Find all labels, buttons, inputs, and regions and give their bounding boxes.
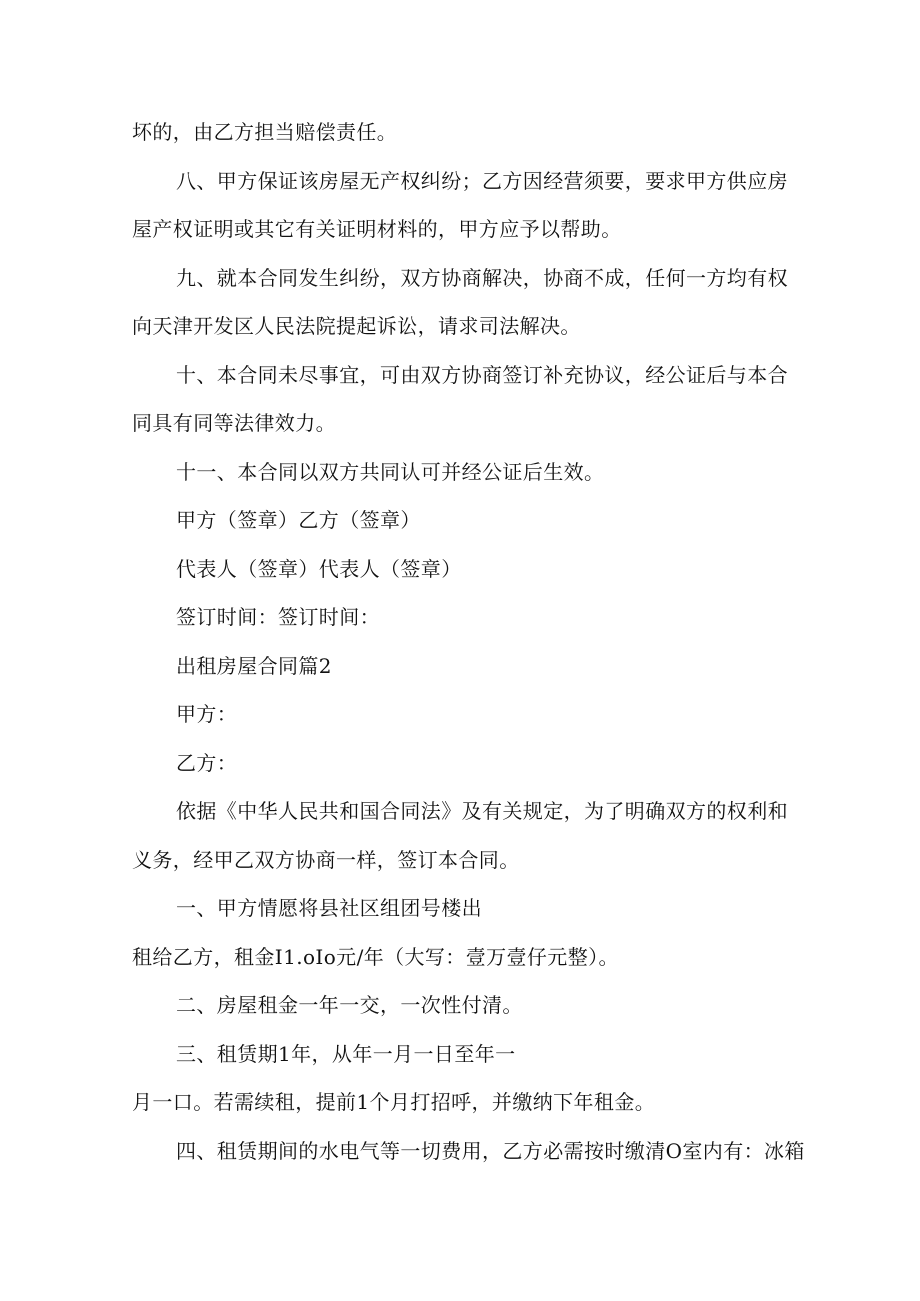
text-line: 义务，经甲乙双方协商一样，签订本合同。 bbox=[132, 848, 520, 872]
text-line: 甲方（签章）乙方（签章） bbox=[176, 508, 421, 532]
text-line: 一、甲方情愿将县社区组团号楼出 bbox=[176, 896, 482, 920]
text-line: 同具有同等法律效力。 bbox=[132, 411, 336, 435]
text-line: 向天津开发区人民法院提起诉讼，请求司法解决。 bbox=[132, 314, 581, 338]
text-line: 租给乙方，租金I1.oIo元/年（大写：壹万壹仔元整）。 bbox=[132, 945, 619, 969]
section-heading: 出租房屋合同篇2 bbox=[176, 654, 332, 678]
text-line: 八、甲方保证该房屋无产权纠纷；乙方因经营须要，要求甲方供应房 bbox=[176, 169, 788, 193]
text-line: 签订时间：签订时间： bbox=[176, 605, 380, 629]
text-line: 二、房屋租金一年一交，一次性付清。 bbox=[176, 993, 523, 1017]
text-line: 四、租赁期间的水电气等一切费用，乙方必需按时缴清O室内有：冰箱 bbox=[176, 1139, 805, 1163]
text-line: 代表人（签章）代表人（签章） bbox=[176, 557, 462, 581]
text-line: 甲方： bbox=[176, 702, 238, 726]
text-line: 乙方： bbox=[176, 751, 238, 775]
text-line: 屋产权证明或其它有关证明材料的，甲方应予以帮助。 bbox=[132, 217, 622, 241]
text-line: 三、租赁期1年，从年一月一日至年一 bbox=[176, 1042, 516, 1066]
text-line: 九、就本合同发生纠纷，双方协商解决，协商不成，任何一方均有权 bbox=[176, 266, 788, 290]
text-line: 月一口。若需续租，提前1个月打招呼，并缴纳下年租金。 bbox=[132, 1090, 656, 1114]
text-line: 十、本合同未尽事宜，可由双方协商签订补充协议，经公证后与本合 bbox=[176, 363, 788, 387]
text-line: 十一、本合同以双方共同认可并经公证后生效。 bbox=[176, 460, 605, 484]
text-line: 坏的，由乙方担当赔偿责任。 bbox=[132, 120, 398, 144]
text-line: 依据《中华人民共和国合同法》及有关规定，为了明确双方的权利和 bbox=[176, 799, 788, 823]
